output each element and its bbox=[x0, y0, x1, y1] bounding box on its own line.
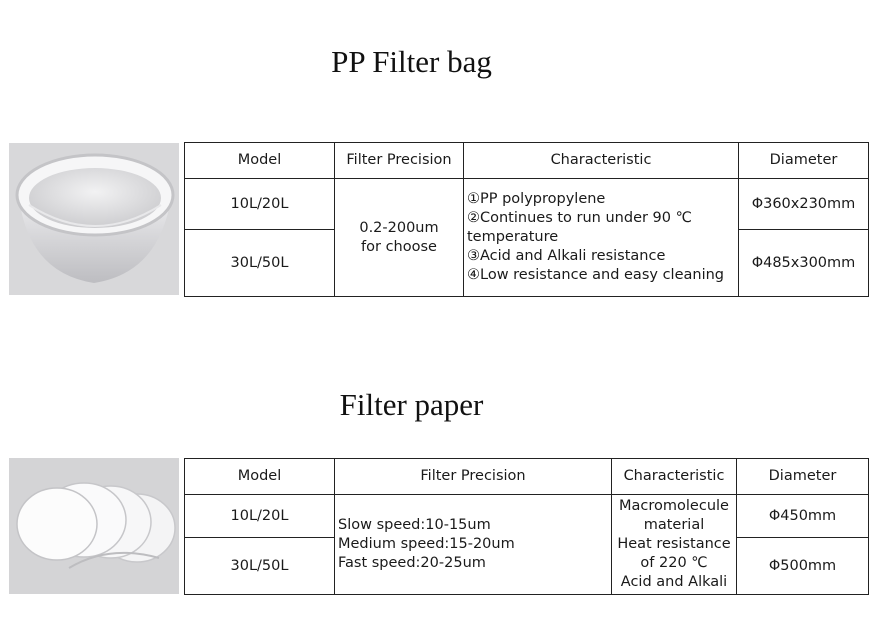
header-filter-precision: Filter Precision bbox=[335, 143, 464, 179]
characteristic-line: Heat resistance bbox=[617, 536, 731, 552]
characteristic-line: ③Acid and Alkali resistance bbox=[467, 248, 666, 264]
precision-line: 0.2-200um bbox=[359, 219, 439, 236]
header-model: Model bbox=[185, 143, 335, 179]
characteristic-line: Acid and Alkali bbox=[620, 574, 728, 590]
pp-filter-bag-spec-table bbox=[184, 142, 869, 297]
characteristic-line: material bbox=[643, 517, 705, 533]
model-cell: 30L/50L bbox=[185, 230, 335, 297]
precision-line: Slow speed:10-15um bbox=[338, 517, 491, 533]
model-cell: 10L/20L bbox=[185, 179, 335, 230]
characteristic-line: Macromolecule bbox=[619, 498, 729, 514]
header-diameter: Diameter bbox=[737, 459, 869, 495]
characteristic-line: ②Continues to run under 90 ℃ bbox=[467, 210, 692, 226]
precision-line: Medium speed:15-20um bbox=[338, 536, 515, 552]
model-cell: 10L/20L bbox=[185, 495, 335, 538]
precision-line: for choose bbox=[361, 238, 437, 255]
characteristic-cell bbox=[612, 495, 737, 595]
precision-line: Fast speed:20-25um bbox=[338, 555, 486, 571]
section-title-pp-filter-bag: PP Filter bag bbox=[331, 44, 492, 79]
characteristic-line: of 220 ℃ bbox=[640, 555, 708, 571]
diameter-cell: Φ485x300mm bbox=[739, 230, 869, 297]
precision-cell bbox=[335, 495, 612, 595]
diameter-cell: Φ450mm bbox=[737, 495, 869, 538]
header-filter-precision: Filter Precision bbox=[335, 459, 612, 495]
filter-paper-photo bbox=[9, 458, 179, 594]
characteristic-line: ④Low resistance and easy cleaning bbox=[467, 267, 724, 283]
section-title-filter-paper: Filter paper bbox=[339, 387, 484, 422]
model-cell: 30L/50L bbox=[185, 538, 335, 595]
diameter-cell: Φ500mm bbox=[737, 538, 869, 595]
precision-cell bbox=[335, 179, 464, 297]
filter-paper-spec-table bbox=[184, 458, 869, 595]
characteristic-cell bbox=[464, 179, 739, 297]
header-model: Model bbox=[185, 459, 335, 495]
header-diameter: Diameter bbox=[739, 143, 869, 179]
header-characteristic: Characteristic bbox=[612, 459, 737, 495]
characteristic-line: temperature bbox=[467, 229, 559, 245]
characteristic-line: ①PP polypropylene bbox=[467, 191, 606, 207]
pp-filter-bag-photo bbox=[9, 143, 179, 295]
diameter-cell: Φ360x230mm bbox=[739, 179, 869, 230]
header-characteristic: Characteristic bbox=[464, 143, 739, 179]
